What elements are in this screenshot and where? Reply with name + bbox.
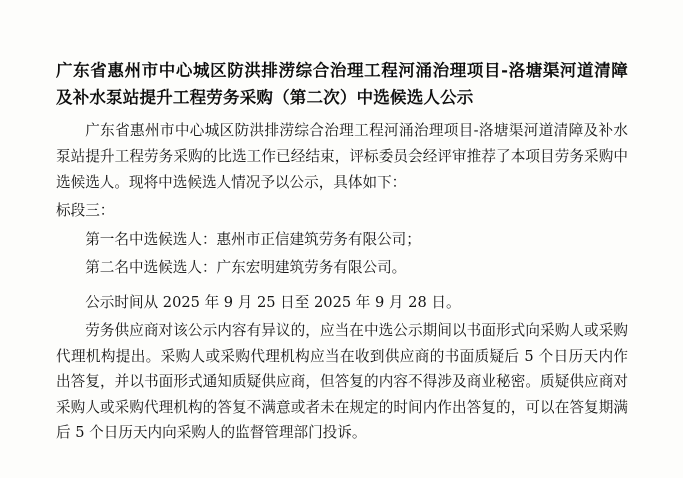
document-title: 广东省惠州市中心城区防洪排涝综合治理工程河涌治理项目-洛塘渠河道清障及补水泵站提升工程劳务采购（第二次）中选候选人公示 [56, 61, 628, 107]
paragraph-objection-procedure: 劳务供应商对该公示内容有异议的，应当在中选公示期间以书面形式向采购人或采购代理机构提出。采购人或采购代理机构应当在收到供应商的书面质疑后 5 个日历天内作出答复，并以书面形式通知质疑供应商，但答复的内容不得涉及商业秘密。质疑供应商对采购人或采购代理机构的答复不满意或者未在规定的时间内作出答复的，可以在答复期满后 5 个日历天内向采购人的监督管理部门投诉。 [56, 322, 628, 442]
paragraph-section-label: 标段三： [56, 202, 115, 220]
paragraph-publicity-period: 公示时间从 2025 年 9 月 25 日至 2025 年 9 月 28 日。 [85, 293, 461, 311]
document-body [56, 58, 628, 446]
paragraph-intro: 广东省惠州市中心城区防洪排涝综合治理工程河涌治理项目-洛塘渠河道清障及补水泵站提升工程劳务采购的比选工作已经结束，评标委员会经评审推荐了本项目劳务采购中选候选人。现将中选候选人情况予以公示，具体如下： [56, 122, 628, 191]
paragraph-candidate-first: 第一名中选候选人：惠州市正信建筑劳务有限公司； [85, 230, 421, 248]
paragraph-candidate-second: 第二名中选候选人：广东宏明建筑劳务有限公司。 [85, 259, 407, 277]
